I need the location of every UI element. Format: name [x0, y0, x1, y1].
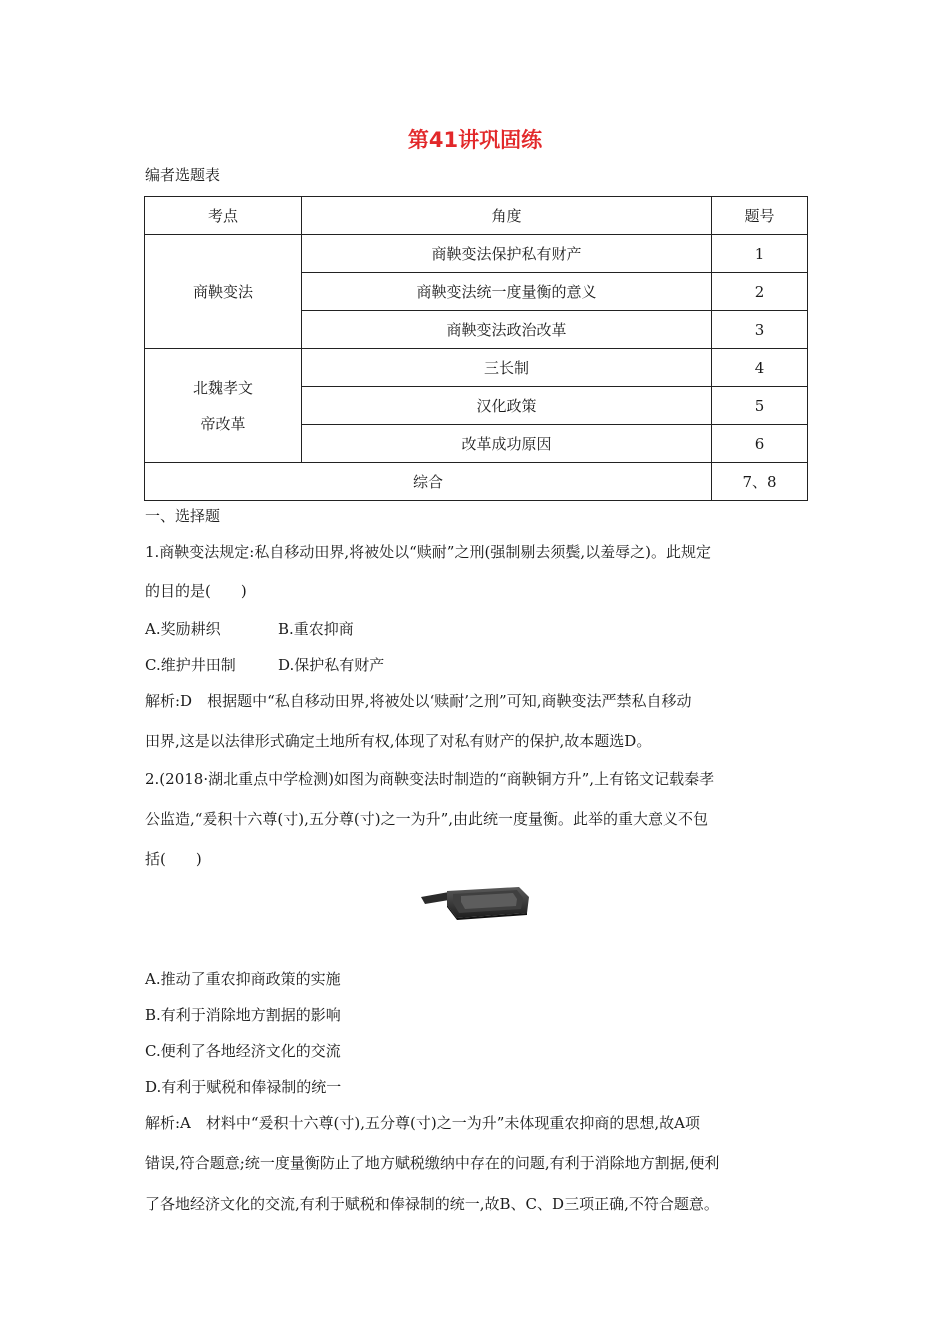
number-cell: 1 [712, 235, 808, 273]
angle-cell: 改革成功原因 [302, 425, 712, 463]
q1-option-d: D.保护私有财产 [278, 656, 385, 674]
q2-analysis: 了各地经济文化的交流,有利于赋税和俸禄制的统一,故B、C、D三项正确,不符合题意。 [145, 1195, 719, 1213]
header-number: 题号 [712, 197, 808, 235]
selection-table [144, 196, 808, 501]
header-angle: 角度 [302, 197, 712, 235]
q2-stem: 括( ) [145, 850, 202, 868]
q1-analysis: 田界,这是以法律形式确定土地所有权,体现了对私有财产的保护,故本题选D。 [145, 732, 652, 750]
q1-option-a: A.奖励耕织 [145, 620, 221, 638]
topic-cell [145, 349, 302, 463]
summary-number-cell: 7、8 [712, 463, 808, 501]
number-cell: 5 [712, 387, 808, 425]
q2-option-d: D.有利于赋税和俸禄制的统一 [145, 1078, 342, 1096]
topic-cell: 商鞅变法 [145, 235, 302, 349]
section-title: 一、选择题 [145, 507, 221, 525]
q1-option-c: C.维护井田制 [145, 656, 236, 674]
number-cell: 4 [712, 349, 808, 387]
number-cell: 6 [712, 425, 808, 463]
table-row [145, 235, 808, 273]
q2-stem: 2.(2018·湖北重点中学检测)如图为商鞅变法时制造的“商鞅铜方升”,上有铭文记载秦孝 [145, 770, 715, 788]
bronze-measure-image [419, 883, 531, 925]
angle-cell: 商鞅变法统一度量衡的意义 [302, 273, 712, 311]
topic-line: 北魏孝文 [192, 378, 253, 397]
page-title: 第41讲巩固练 [407, 128, 543, 152]
angle-cell: 汉化政策 [302, 387, 712, 425]
q1-analysis: 解析:D 根据题中“私自移动田界,将被处以‘赎耐’之刑”可知,商鞅变法严禁私自移动 [145, 692, 692, 710]
table-summary-row [145, 463, 808, 501]
table-label: 编者选题表 [145, 166, 221, 184]
topic-line: 帝改革 [200, 414, 246, 433]
q2-stem: 公监造,“爰积十六尊(寸),五分尊(寸)之一为升”,由此统一度量衡。此举的重大意义不包 [145, 810, 709, 828]
q1-stem: 1.商鞅变法规定:私自移动田界,将被处以“赎耐”之刑(强制剔去须鬓,以羞辱之)。此规定 [145, 543, 711, 561]
q1-stem: 的目的是( ) [145, 582, 247, 600]
q2-option-c: C.便利了各地经济文化的交流 [145, 1042, 341, 1060]
number-cell: 2 [712, 273, 808, 311]
table-header-row [145, 197, 808, 235]
bronze-measure-figure [419, 883, 531, 921]
header-topic: 考点 [145, 197, 302, 235]
q1-option-b: B.重农抑商 [278, 620, 354, 638]
q2-analysis: 解析:A 材料中“爰积十六尊(寸),五分尊(寸)之一为升”未体现重农抑商的思想,故A项 [145, 1114, 701, 1132]
table-row [145, 349, 808, 387]
angle-cell: 商鞅变法政治改革 [302, 311, 712, 349]
angle-cell: 三长制 [302, 349, 712, 387]
q2-option-a: A.推动了重农抑商政策的实施 [145, 970, 341, 988]
q2-option-b: B.有利于消除地方割据的影响 [145, 1006, 341, 1024]
q2-analysis: 错误,符合题意;统一度量衡防止了地方赋税缴纳中存在的问题,有利于消除地方割据,便利 [145, 1154, 720, 1172]
number-cell: 3 [712, 311, 808, 349]
summary-label-cell: 综合 [145, 463, 712, 501]
angle-cell: 商鞅变法保护私有财产 [302, 235, 712, 273]
